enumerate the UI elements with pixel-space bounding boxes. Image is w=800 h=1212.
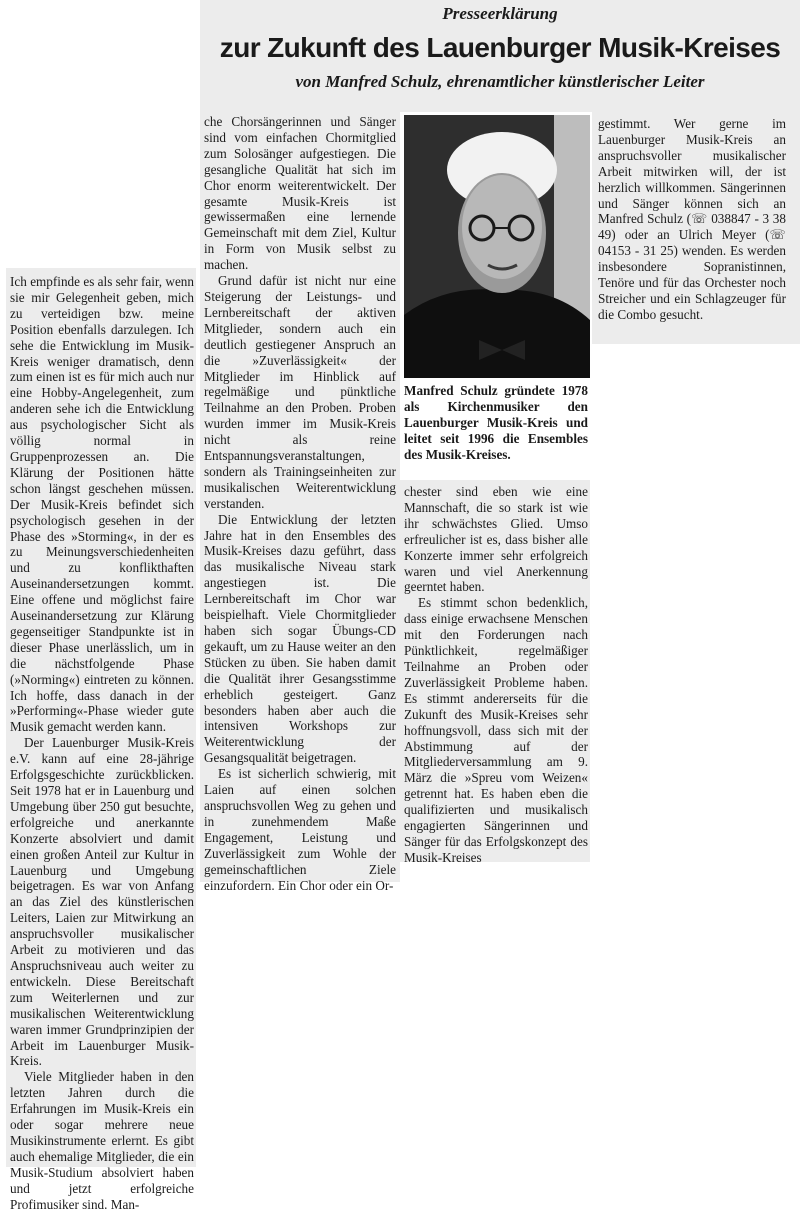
paragraph: Ich empfinde es als sehr fair, wenn sie mir Gelegenheit geben, mich zu verteidigen bzw. meine Position ebenfalls darzulegen. Ich sehe die Entwicklung im Musik-Kreis weniger dramatisch, denn zum einen ist es für mich auch nur eine Hobby-Angelegenheit, zum anderen sehe ich die Entwicklung aus psychologischer Sicht als völlig normal in Gruppenprozessen an. Die Klärung der Positionen hätte schon längst geschehen müssen. Der Musik-Kreis befindet sich psychologisch gesehen in der Phase des »Storming«, in der es zu Meinungsverschiedenheiten und zu konflikthaften Auseinandersetzungen kommt. Eine offene und möglichst faire Auseinandersetzung zur Klärung gegenseitiger Standpunkte ist in dieser Phase unerlässlich, um in die nächstfolgende Phase (»Norming«) eintreten zu können. Ich hoffe, dass danach in der »Performing«-Phase wieder gute Musik gemacht werden kann. [10, 274, 194, 735]
text-column-3 [404, 484, 588, 865]
article-label: Presseerklärung [442, 4, 558, 23]
paragraph: chester sind eben wie eine Mannschaft, die so stark ist wie ihr schwächstes Glied. Umso erfreulicher ist es, dass bisher alle Konzerte immer sehr erfolgreich waren und viel Anerkennung geerntet haben. [404, 484, 588, 595]
portrait-photo [404, 115, 590, 378]
paragraph: Es ist sicherlich schwierig, mit Laien auf einen solchen anspruchsvollen Weg zu gehen und in zunehmendem Maße Engagement, Leistung und Zuverlässigkeit zum Wohle der gemeinschaftlichen Ziele einzufordern. Ein Chor oder ein Or- [204, 766, 396, 893]
photo-caption: Manfred Schulz gründete 1978 als Kirchenmusiker den Lauenburger Musik-Kreis und leitet seit 1996 die Ensembles des Musik-Kreises. [404, 383, 588, 462]
paragraph: Der Lauenburger Musik-Kreis e.V. kann auf eine 28-jährige Erfolgsgeschichte zurückblicken. Seit 1978 hat er in Lauenburg und Umgebung über 250 gut besuchte, erfolgreiche und anerkannte Konzerte absolviert und damit einen großen Anteil zur Kultur in Lauenburg und Umgebung beigetragen. Es war von Anfang an das Ziel des künstlerischen Leiters, Laien zur Mitwirkung an anspruchsvoller musikalischer Arbeit zu motivieren und das Anspruchsniveau auch weiter zu entwickeln. Diese Bereitschaft zum Weiterlernen und zur musikalischen Weiterentwicklung waren immer Grundprinzipien der Arbeit im Lauenburger Musik-Kreis. [10, 735, 194, 1069]
article-headline: zur Zukunft des Lauenburger Musik-Kreises [219, 32, 781, 63]
paragraph: Viele Mitglieder haben in den letzten Jahren durch die Erfahrungen im Musik-Kreis ein oder sogar mehrere neue Musikinstrumente erlernt. Es gibt auch ehemalige Mitglieder, die ein Musik-Studium absolviert haben und jetzt erfolgreiche Profimusiker sind. Man- [10, 1069, 194, 1212]
paragraph: Grund dafür ist nicht nur eine Steigerung der Leistungs- und Lernbereitschaft der aktiven Mitglieder, sondern auch ein deutlich gestiegener Anspruch an die »Zuverlässigkeit« der Mitglieder im Hinblick auf regelmäßige und pünktliche Teilnahme an den Proben. Proben wurden immer im Musik-Kreis nicht als reine Entspannungsveranstaltungen, sondern als Trainingseinheiten zur musikalischen Weiterentwicklung verstanden. [204, 273, 396, 511]
paragraph: Es stimmt schon bedenklich, dass einige erwachsene Menschen mit den Forderungen nach Pünktlichkeit, regelmäßiger Teilnahme an Proben oder Zuverlässigkeit Probleme haben. Es stimmt andererseits für die Zukunft des Musik-Kreises sehr hoffnungsvoll, dass sich mit der Abstimmung auf der Mitgliederversammlung am 9. März die »Spreu vom Weizen« getrennt hat. Es haben eben die qualifizierten und musikalisch engagierten Sängerinnen und Sänger für das Erfolgskonzept des Musik-Kreises [404, 595, 588, 865]
paragraph: che Chorsängerinnen und Sänger sind vom einfachen Chormitglied zum Solosänger aufgestiegen. Die gesangliche Qualität hat sich im Chor enorm weiterentwickelt. Der gesamte Musik-Kreis ist gewissermaßen eine lernende Gemeinschaft mit dem Ziel, Kultur in Form von Musik selbst zu machen. [204, 114, 396, 273]
article-byline: von Manfred Schulz, ehrenamtlicher künstlerischer Leiter [295, 72, 705, 91]
text-column-4 [598, 116, 786, 342]
text-column-2 [204, 114, 396, 893]
text-column-1 [10, 274, 194, 1212]
portrait-image [404, 115, 590, 378]
paragraph: gestimmt. Wer gerne im Lauenburger Musik-Kreis an anspruchsvoller musikalischer Arbeit mitwirken will, der ist herzlich willkommen. Sängerinnen und Sänger können sich an Manfred Schulz (☏ 038847 - 3 38 49) oder an Ulrich Meyer (☏ 04153 - 31 25) wenden. Es werden insbesondere Sopranistinnen, Tenöre und für das Orchester noch Streicher und ein Schlagzeuger für die Combo gesucht. [598, 116, 786, 322]
paragraph: Die Entwicklung der letzten Jahre hat in den Ensembles des Musik-Kreises dazu geführt, dass das musikalische Niveau stark angestiegen ist. Die Lernbereitschaft im Chor war beispielhaft. Viele Chormitglieder haben sich sogar Übungs-CD gekauft, um zu Hause weiter an den Stücken zu üben. Sie haben damit die Qualität ihrer Gesangsstimme erheblich gesteigert. Ganz besonders haben aber auch die intensiven Workshops zur Weiterentwicklung der Gesangsqualität beigetragen. [204, 511, 396, 766]
